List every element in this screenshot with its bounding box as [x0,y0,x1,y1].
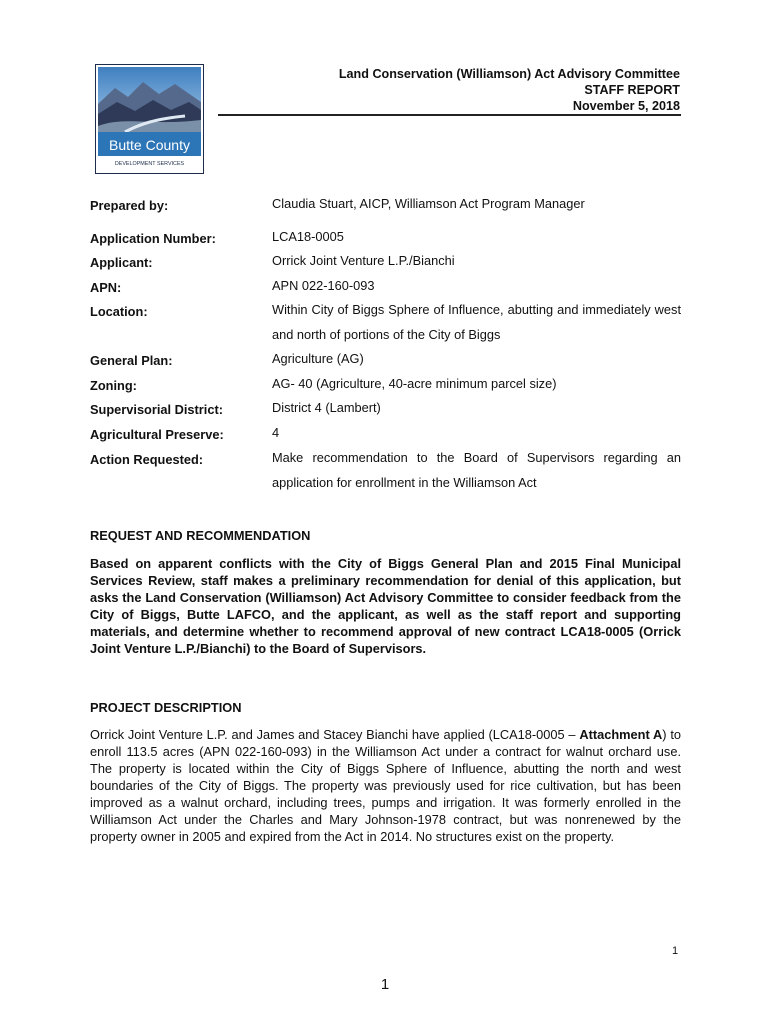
apn-value: APN 022-160-093 [272,278,375,293]
applicant-label: Applicant: [90,255,153,270]
location-label: Location: [90,304,148,319]
location-value: Within City of Biggs Sphere of Influence, abutting and immediately west and north of portions of the City of Biggs [272,302,681,342]
report-type: STAFF REPORT [584,83,680,97]
supervisorial-district-value: District 4 (Lambert) [272,400,381,415]
general-plan-value: Agriculture (AG) [272,351,364,366]
application-number-value: LCA18-0005 [272,229,344,244]
project-body [90,726,681,845]
logo-subtitle: DEVELOPMENT SERVICES [114,161,185,167]
prepared-by-value: Claudia Stuart, AICP, Williamson Act Program Manager [272,196,585,211]
zoning-value: AG- 40 (Agriculture, 40-acre minimum parcel size) [272,376,557,391]
project-body-start: Orrick Joint Venture L.P. and James and Stacey Bianchi have applied (LCA18-0005 – [90,727,580,742]
apn-label: APN: [90,280,122,295]
project-body-end: ) to enroll 113.5 acres (APN 022-160-093) in the Williamson Act under a contract for walnut orchard use. The property is located within the City of Biggs Sphere of Influence, abutting the north and west boundaries of the City of Biggs. The property was previously used for rice cultivation, but has been improved as a walnut orchard, including trees, pumps and irrigation. It was formerly enrolled in the Williamson Act under the Charles and Mary Johnson-1978 contract, but was nonrenewed by the property owner in 2005 and expired from the Act in 2014. No structures exist on the property. [90,727,681,844]
prepared-by-label: Prepared by: [90,198,169,213]
general-plan-label: General Plan: [90,353,173,368]
zoning-label: Zoning: [90,378,137,393]
document-page-number: 1 [672,945,679,957]
header-divider [218,114,681,116]
report-header [339,66,680,114]
request-body: Based on apparent conflicts with the City of Biggs General Plan and 2015 Final Municipal Services Review, staff makes a preliminary recommendation for denial of this application, but asks the Land Conservation (Williamson) Act Advisory Committee to consider feedback from the City of Biggs, Butte LAFCO, and the applicant, as well as the staff report and supporting materials, and determine whether to recommend approval of new contract LCA18-0005 (Orrick Joint Venture L.P./Bianchi) to the Board of Supervisors. [90,556,681,656]
supervisorial-district-label: Supervisorial District: [90,402,223,417]
attachment-reference: Attachment A [579,727,663,742]
request-section-title: REQUEST AND RECOMMENDATION [90,528,311,543]
applicant-value: Orrick Joint Venture L.P./Bianchi [272,253,455,268]
report-date: November 5, 2018 [572,99,680,113]
agricultural-preserve-label: Agricultural Preserve: [90,427,224,442]
logo-name: Butte County [109,137,190,153]
action-requested-label: Action Requested: [90,452,204,467]
viewer-page-number: 1 [380,976,390,993]
butte-county-logo [95,64,204,174]
committee-title: Land Conservation (Williamson) Act Advisory Committee [338,67,680,81]
agricultural-preserve-value: 4 [272,425,280,440]
action-requested-value: Make recommendation to the Board of Supervisors regarding an application for enrollment in the Williamson Act [272,450,681,490]
application-number-label: Application Number: [90,231,216,246]
project-section-title: PROJECT DESCRIPTION [90,700,242,715]
